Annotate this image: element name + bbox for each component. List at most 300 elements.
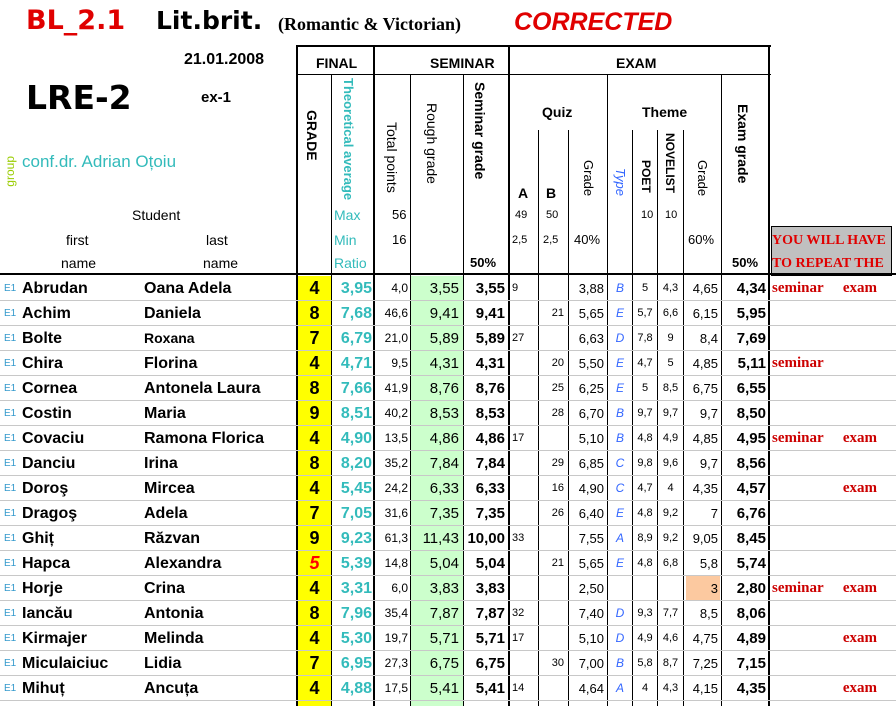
- novelist-grade[interactable]: 9,6: [662, 457, 679, 469]
- exam-grade[interactable]: 4,57: [736, 480, 766, 497]
- last-name[interactable]: Oana Adela: [144, 280, 232, 297]
- exam-grade[interactable]: 6,55: [736, 380, 766, 397]
- quiz-grade[interactable]: 3,88: [578, 281, 604, 296]
- quiz-grade[interactable]: 6,70: [578, 406, 604, 421]
- theme-grade[interactable]: 9,05: [692, 531, 718, 546]
- theme-grade[interactable]: 9,7: [699, 406, 718, 421]
- group-cell[interactable]: E1: [4, 558, 17, 569]
- seminar-grade[interactable]: 9,41: [475, 305, 505, 322]
- quiz-a[interactable]: 33: [512, 532, 525, 544]
- group-cell[interactable]: E1: [4, 633, 17, 644]
- quiz-b[interactable]: 30: [551, 657, 564, 669]
- rough-grade[interactable]: 7,35: [429, 505, 459, 522]
- theme-type[interactable]: E: [615, 556, 624, 570]
- poet-grade[interactable]: 4,8: [637, 557, 653, 569]
- theme-grade[interactable]: 4,85: [692, 356, 718, 371]
- total-points[interactable]: 41,9: [384, 381, 408, 395]
- repeat-seminar[interactable]: seminar: [772, 430, 824, 446]
- poet-grade[interactable]: 4: [641, 682, 649, 694]
- quiz-b[interactable]: 28: [551, 407, 564, 419]
- quiz-grade[interactable]: 7,40: [578, 606, 604, 621]
- group-cell[interactable]: E1: [4, 308, 17, 319]
- group-cell[interactable]: E1: [4, 358, 17, 369]
- repeat-seminar[interactable]: [772, 476, 832, 501]
- theme-grade[interactable]: 4,75: [692, 631, 718, 646]
- final-grade[interactable]: 9: [309, 528, 320, 548]
- theme-type[interactable]: [608, 576, 632, 601]
- total-points[interactable]: 40,2: [384, 406, 408, 420]
- first-name[interactable]: Miculaiciuc: [22, 655, 109, 672]
- quiz-grade[interactable]: 6,25: [578, 381, 604, 396]
- last-name[interactable]: Florina: [144, 355, 198, 372]
- first-name[interactable]: Kirmajer: [22, 630, 87, 647]
- total-points[interactable]: 35,4: [384, 606, 408, 620]
- group-cell[interactable]: E1: [4, 333, 17, 344]
- poet-grade[interactable]: 4,9: [637, 632, 653, 644]
- total-points[interactable]: 21,0: [384, 331, 408, 345]
- group-cell[interactable]: E1: [4, 583, 17, 594]
- last-name[interactable]: Răzvan: [144, 530, 201, 547]
- seminar-grade[interactable]: 8,53: [475, 405, 505, 422]
- poet-grade[interactable]: 7,8: [637, 332, 653, 344]
- seminar-grade[interactable]: 7,35: [475, 505, 505, 522]
- novelist-grade[interactable]: 4: [667, 482, 674, 494]
- quiz-a[interactable]: [512, 476, 536, 501]
- exam-grade[interactable]: 5,11: [737, 355, 766, 372]
- theoretical-average[interactable]: 5,30: [340, 630, 372, 647]
- theme-type[interactable]: B: [615, 656, 624, 670]
- theoretical-average[interactable]: 9,23: [340, 530, 372, 547]
- repeat-exam[interactable]: [836, 501, 877, 526]
- novelist-grade[interactable]: 4,3: [662, 682, 679, 694]
- repeat-seminar[interactable]: [772, 301, 832, 326]
- novelist-grade[interactable]: 9,7: [662, 407, 679, 419]
- quiz-b[interactable]: 29: [551, 457, 564, 469]
- quiz-a[interactable]: 17: [512, 432, 525, 444]
- quiz-grade[interactable]: 4,90: [578, 481, 604, 496]
- poet-grade[interactable]: 5,8: [637, 657, 653, 669]
- final-grade[interactable]: 8: [309, 303, 320, 323]
- quiz-a[interactable]: 9: [512, 282, 519, 294]
- final-grade[interactable]: 4: [309, 628, 320, 648]
- total-points[interactable]: 13,5: [384, 431, 408, 445]
- quiz-b[interactable]: [540, 626, 564, 651]
- quiz-b[interactable]: 21: [551, 307, 564, 319]
- theoretical-average[interactable]: 5,45: [340, 480, 372, 497]
- quiz-b[interactable]: [540, 326, 564, 351]
- repeat-exam[interactable]: exam: [842, 680, 877, 696]
- repeat-seminar[interactable]: [772, 626, 832, 651]
- quiz-grade[interactable]: 6,63: [578, 331, 604, 346]
- first-name[interactable]: Danciu: [22, 455, 76, 472]
- exam-grade[interactable]: 7,69: [736, 330, 766, 347]
- group-cell[interactable]: E1: [4, 458, 17, 469]
- quiz-a[interactable]: [512, 576, 536, 601]
- theme-type[interactable]: C: [615, 481, 625, 495]
- repeat-seminar[interactable]: [772, 501, 832, 526]
- rough-grade[interactable]: 5,04: [429, 555, 459, 572]
- last-name[interactable]: Maria: [144, 405, 186, 422]
- repeat-exam[interactable]: exam: [842, 580, 877, 596]
- total-points[interactable]: 17,5: [384, 681, 408, 695]
- rough-grade[interactable]: 7,84: [429, 455, 459, 472]
- first-name[interactable]: Bolte: [22, 330, 62, 347]
- rough-grade[interactable]: 9,41: [429, 305, 459, 322]
- theoretical-average[interactable]: 7,68: [340, 305, 372, 322]
- theme-grade[interactable]: 4,15: [692, 681, 718, 696]
- total-points[interactable]: 4,0: [391, 281, 408, 295]
- exam-grade[interactable]: 7,15: [736, 655, 766, 672]
- rough-grade[interactable]: 3,55: [429, 280, 459, 297]
- exam-grade[interactable]: 8,06: [736, 605, 766, 622]
- novelist-grade[interactable]: [658, 576, 683, 601]
- repeat-seminar[interactable]: [772, 451, 832, 476]
- theme-grade[interactable]: 8,4: [699, 331, 718, 346]
- exam-grade[interactable]: 4,95: [736, 430, 766, 447]
- final-grade[interactable]: 4: [309, 278, 320, 298]
- first-name[interactable]: Abrudan: [22, 280, 88, 297]
- theme-type[interactable]: E: [615, 356, 624, 370]
- theme-grade[interactable]: 5,8: [699, 556, 718, 571]
- quiz-grade[interactable]: 5,10: [578, 631, 604, 646]
- repeat-exam[interactable]: [836, 351, 877, 376]
- last-name[interactable]: Melinda: [144, 630, 204, 647]
- quiz-b[interactable]: [540, 426, 564, 451]
- seminar-grade[interactable]: 6,33: [475, 480, 505, 497]
- repeat-seminar[interactable]: [772, 376, 832, 401]
- total-points[interactable]: 27,3: [384, 656, 408, 670]
- rough-grade[interactable]: 3,83: [429, 580, 459, 597]
- poet-grade[interactable]: 4,7: [637, 482, 653, 494]
- theme-type[interactable]: A: [615, 531, 624, 545]
- total-points[interactable]: 24,2: [384, 481, 408, 495]
- rough-grade[interactable]: 4,86: [429, 430, 459, 447]
- last-name[interactable]: Ancuța: [144, 680, 199, 697]
- theme-type[interactable]: C: [615, 456, 625, 470]
- seminar-grade[interactable]: 7,87: [475, 605, 505, 622]
- quiz-a[interactable]: [512, 551, 536, 576]
- novelist-grade[interactable]: 6,8: [662, 557, 679, 569]
- seminar-grade[interactable]: 5,41: [475, 680, 505, 697]
- last-name[interactable]: Ramona Florica: [144, 430, 265, 447]
- poet-grade[interactable]: 4,8: [637, 507, 653, 519]
- theoretical-average[interactable]: 4,71: [340, 355, 372, 372]
- rough-grade[interactable]: 5,89: [429, 330, 459, 347]
- theme-grade[interactable]: 4,85: [692, 431, 718, 446]
- novelist-grade[interactable]: 4,6: [662, 632, 679, 644]
- final-grade[interactable]: 4: [309, 428, 320, 448]
- seminar-grade[interactable]: 6,75: [475, 655, 505, 672]
- first-name[interactable]: Ghiț: [22, 530, 54, 547]
- rough-grade[interactable]: 5,41: [429, 680, 459, 697]
- theoretical-average[interactable]: 7,96: [340, 605, 372, 622]
- repeat-seminar[interactable]: [772, 401, 832, 426]
- last-name[interactable]: Alexandra: [144, 555, 222, 572]
- seminar-grade[interactable]: 5,89: [475, 330, 505, 347]
- theoretical-average[interactable]: 6,95: [340, 655, 372, 672]
- seminar-grade[interactable]: 5,71: [475, 630, 505, 647]
- last-name[interactable]: Adela: [144, 505, 188, 522]
- final-grade[interactable]: 7: [309, 653, 320, 673]
- first-name[interactable]: Hapca: [22, 555, 71, 572]
- quiz-a[interactable]: [512, 651, 536, 676]
- final-grade[interactable]: 4: [309, 478, 320, 498]
- repeat-seminar[interactable]: [772, 551, 832, 576]
- quiz-b[interactable]: 26: [551, 507, 564, 519]
- final-grade[interactable]: 4: [309, 578, 320, 598]
- novelist-grade[interactable]: 8,5: [662, 382, 679, 394]
- quiz-b[interactable]: [540, 526, 564, 551]
- repeat-seminar[interactable]: seminar: [772, 355, 824, 371]
- final-grade[interactable]: 9: [309, 403, 320, 423]
- repeat-seminar[interactable]: [772, 526, 832, 551]
- quiz-a[interactable]: [512, 351, 536, 376]
- repeat-seminar[interactable]: seminar: [772, 580, 824, 596]
- total-points[interactable]: 31,6: [384, 506, 408, 520]
- last-name[interactable]: Roxana: [144, 330, 195, 346]
- theoretical-average[interactable]: 7,05: [340, 505, 372, 522]
- first-name[interactable]: Achim: [22, 305, 71, 322]
- seminar-grade[interactable]: 7,84: [475, 455, 505, 472]
- theme-grade[interactable]: 6,75: [692, 381, 718, 396]
- quiz-a[interactable]: [512, 401, 536, 426]
- quiz-a[interactable]: 17: [512, 632, 525, 644]
- exam-grade[interactable]: 4,34: [736, 280, 766, 297]
- quiz-a[interactable]: [512, 376, 536, 401]
- total-points[interactable]: 19,7: [384, 631, 408, 645]
- quiz-b[interactable]: [540, 676, 564, 701]
- group-cell[interactable]: E1: [4, 683, 17, 694]
- quiz-a[interactable]: 14: [512, 682, 525, 694]
- quiz-a[interactable]: 27: [512, 332, 525, 344]
- final-grade[interactable]: 4: [309, 353, 320, 373]
- theme-type[interactable]: A: [615, 681, 624, 695]
- repeat-seminar[interactable]: [772, 326, 832, 351]
- exam-grade[interactable]: 8,50: [736, 405, 766, 422]
- repeat-exam[interactable]: [836, 326, 877, 351]
- theme-type[interactable]: B: [615, 281, 624, 295]
- quiz-a[interactable]: 32: [512, 607, 525, 619]
- quiz-grade[interactable]: 7,55: [578, 531, 604, 546]
- first-name[interactable]: Cornea: [22, 380, 78, 397]
- final-grade[interactable]: 8: [309, 453, 320, 473]
- group-cell[interactable]: E1: [4, 283, 17, 294]
- first-name[interactable]: Horje: [22, 580, 63, 597]
- poet-grade[interactable]: 5,7: [637, 307, 653, 319]
- group-cell[interactable]: E1: [4, 483, 17, 494]
- theme-type[interactable]: E: [615, 306, 624, 320]
- theoretical-average[interactable]: 8,51: [340, 405, 372, 422]
- quiz-grade[interactable]: 6,40: [578, 506, 604, 521]
- first-name[interactable]: Costin: [22, 405, 72, 422]
- group-cell[interactable]: E1: [4, 408, 17, 419]
- total-points[interactable]: 35,2: [384, 456, 408, 470]
- theme-type[interactable]: D: [615, 331, 625, 345]
- repeat-exam[interactable]: [836, 401, 877, 426]
- rough-grade[interactable]: 11,43: [422, 530, 459, 547]
- last-name[interactable]: Irina: [144, 455, 178, 472]
- repeat-seminar[interactable]: [772, 601, 832, 626]
- group-cell[interactable]: E1: [4, 433, 17, 444]
- last-name[interactable]: Lidia: [144, 655, 182, 672]
- first-name[interactable]: Doroş: [22, 480, 69, 497]
- rough-grade[interactable]: 5,71: [429, 630, 459, 647]
- quiz-b[interactable]: [540, 601, 564, 626]
- last-name[interactable]: Crina: [144, 580, 185, 597]
- theme-grade[interactable]: 4,35: [692, 481, 718, 496]
- theoretical-average[interactable]: 4,90: [340, 430, 372, 447]
- last-name[interactable]: Antonela Laura: [144, 380, 261, 397]
- poet-grade[interactable]: 9,8: [637, 457, 653, 469]
- theme-type[interactable]: E: [615, 506, 624, 520]
- total-points[interactable]: 14,8: [384, 556, 408, 570]
- theme-grade[interactable]: 3: [710, 581, 718, 596]
- quiz-a[interactable]: [512, 501, 536, 526]
- group-cell[interactable]: E1: [4, 608, 17, 619]
- poet-grade[interactable]: 4,7: [637, 357, 653, 369]
- poet-grade[interactable]: 8,9: [637, 532, 653, 544]
- quiz-grade[interactable]: 7,00: [578, 656, 604, 671]
- theme-grade[interactable]: 7,25: [692, 656, 718, 671]
- exam-grade[interactable]: 5,74: [736, 555, 766, 572]
- quiz-b[interactable]: 16: [551, 482, 564, 494]
- final-grade[interactable]: 4: [309, 678, 320, 698]
- seminar-grade[interactable]: 3,55: [475, 280, 505, 297]
- repeat-seminar[interactable]: [772, 676, 832, 701]
- novelist-grade[interactable]: 8,7: [662, 657, 679, 669]
- repeat-exam[interactable]: [836, 451, 877, 476]
- rough-grade[interactable]: 6,33: [429, 480, 459, 497]
- last-name[interactable]: Antonia: [144, 605, 204, 622]
- total-points[interactable]: 9,5: [391, 356, 408, 370]
- theoretical-average[interactable]: 3,95: [340, 280, 372, 297]
- novelist-grade[interactable]: 9: [667, 332, 674, 344]
- total-points[interactable]: 61,3: [384, 531, 408, 545]
- seminar-grade[interactable]: 3,83: [475, 580, 505, 597]
- seminar-grade[interactable]: 10,00: [467, 530, 505, 547]
- poet-grade[interactable]: 9,7: [637, 407, 653, 419]
- quiz-b[interactable]: [540, 276, 564, 301]
- theme-type[interactable]: D: [615, 631, 625, 645]
- repeat-seminar[interactable]: seminar: [772, 280, 824, 296]
- repeat-exam[interactable]: exam: [842, 280, 877, 296]
- poet-grade[interactable]: 5: [641, 282, 649, 294]
- exam-grade[interactable]: 8,56: [736, 455, 766, 472]
- final-grade[interactable]: 8: [309, 603, 320, 623]
- theoretical-average[interactable]: 3,31: [340, 580, 372, 597]
- rough-grade[interactable]: 4,31: [429, 355, 459, 372]
- theme-grade[interactable]: 7: [710, 506, 718, 521]
- group-cell[interactable]: E1: [4, 658, 17, 669]
- quiz-b[interactable]: 21: [551, 557, 564, 569]
- repeat-exam[interactable]: exam: [842, 630, 877, 646]
- quiz-b[interactable]: [540, 576, 564, 601]
- group-cell[interactable]: E1: [4, 383, 17, 394]
- last-name[interactable]: Daniela: [144, 305, 201, 322]
- quiz-grade[interactable]: 6,85: [578, 456, 604, 471]
- quiz-b[interactable]: 20: [551, 357, 564, 369]
- repeat-exam[interactable]: [836, 651, 877, 676]
- novelist-grade[interactable]: 9,2: [662, 507, 679, 519]
- final-grade[interactable]: 5: [309, 553, 320, 573]
- first-name[interactable]: Iancău: [22, 605, 73, 622]
- rough-grade[interactable]: 7,87: [429, 605, 459, 622]
- quiz-grade[interactable]: 5,65: [578, 556, 604, 571]
- quiz-grade[interactable]: 4,64: [578, 681, 604, 696]
- first-name[interactable]: Chira: [22, 355, 63, 372]
- rough-grade[interactable]: 8,53: [429, 405, 459, 422]
- final-grade[interactable]: 7: [309, 503, 320, 523]
- rough-grade[interactable]: 8,76: [429, 380, 459, 397]
- total-points[interactable]: 46,6: [384, 306, 408, 320]
- repeat-exam[interactable]: [836, 376, 877, 401]
- novelist-grade[interactable]: 9,2: [662, 532, 679, 544]
- final-grade[interactable]: 7: [309, 328, 320, 348]
- seminar-grade[interactable]: 5,04: [475, 555, 505, 572]
- theme-grade[interactable]: 9,7: [699, 456, 718, 471]
- quiz-grade[interactable]: 5,65: [578, 306, 604, 321]
- quiz-grade[interactable]: 5,50: [578, 356, 604, 371]
- theoretical-average[interactable]: 6,79: [340, 330, 372, 347]
- first-name[interactable]: Covaciu: [22, 430, 85, 447]
- total-points[interactable]: 6,0: [391, 581, 408, 595]
- exam-grade[interactable]: 6,76: [736, 505, 766, 522]
- repeat-exam[interactable]: exam: [842, 480, 877, 496]
- quiz-grade[interactable]: 5,10: [578, 431, 604, 446]
- theme-grade[interactable]: 8,5: [699, 606, 718, 621]
- exam-grade[interactable]: 4,89: [736, 630, 766, 647]
- first-name[interactable]: Mihuț: [22, 680, 65, 697]
- theoretical-average[interactable]: 4,88: [340, 680, 372, 697]
- quiz-a[interactable]: [512, 451, 536, 476]
- theme-type[interactable]: B: [615, 406, 624, 420]
- group-cell[interactable]: E1: [4, 533, 17, 544]
- poet-grade[interactable]: [633, 576, 657, 601]
- poet-grade[interactable]: 4,8: [637, 432, 653, 444]
- theme-type[interactable]: D: [615, 606, 625, 620]
- theoretical-average[interactable]: 7,66: [340, 380, 372, 397]
- rough-grade[interactable]: 6,75: [429, 655, 459, 672]
- novelist-grade[interactable]: 4,9: [662, 432, 679, 444]
- final-grade[interactable]: 8: [309, 378, 320, 398]
- quiz-a[interactable]: [512, 301, 536, 326]
- repeat-exam[interactable]: [836, 551, 877, 576]
- theme-type[interactable]: E: [615, 381, 624, 395]
- group-cell[interactable]: E1: [4, 508, 17, 519]
- novelist-grade[interactable]: 4,3: [662, 282, 679, 294]
- last-name[interactable]: Mircea: [144, 480, 195, 497]
- seminar-grade[interactable]: 4,31: [475, 355, 505, 372]
- exam-grade[interactable]: 4,35: [736, 680, 766, 697]
- novelist-grade[interactable]: 5: [667, 357, 674, 369]
- seminar-grade[interactable]: 8,76: [475, 380, 505, 397]
- novelist-grade[interactable]: 6,6: [662, 307, 679, 319]
- theme-grade[interactable]: 6,15: [692, 306, 718, 321]
- poet-grade[interactable]: 5: [641, 382, 649, 394]
- exam-grade[interactable]: 5,95: [736, 305, 766, 322]
- novelist-grade[interactable]: 7,7: [662, 607, 679, 619]
- exam-grade[interactable]: 2,80: [736, 580, 766, 597]
- first-name[interactable]: Dragoş: [22, 505, 78, 522]
- repeat-exam[interactable]: exam: [842, 430, 877, 446]
- seminar-grade[interactable]: 4,86: [475, 430, 505, 447]
- quiz-grade[interactable]: 2,50: [578, 581, 604, 596]
- theoretical-average[interactable]: 5,39: [340, 555, 372, 572]
- theme-grade[interactable]: 4,65: [692, 281, 718, 296]
- repeat-exam[interactable]: [836, 301, 877, 326]
- theoretical-average[interactable]: 8,20: [340, 455, 372, 472]
- poet-grade[interactable]: 9,3: [637, 607, 653, 619]
